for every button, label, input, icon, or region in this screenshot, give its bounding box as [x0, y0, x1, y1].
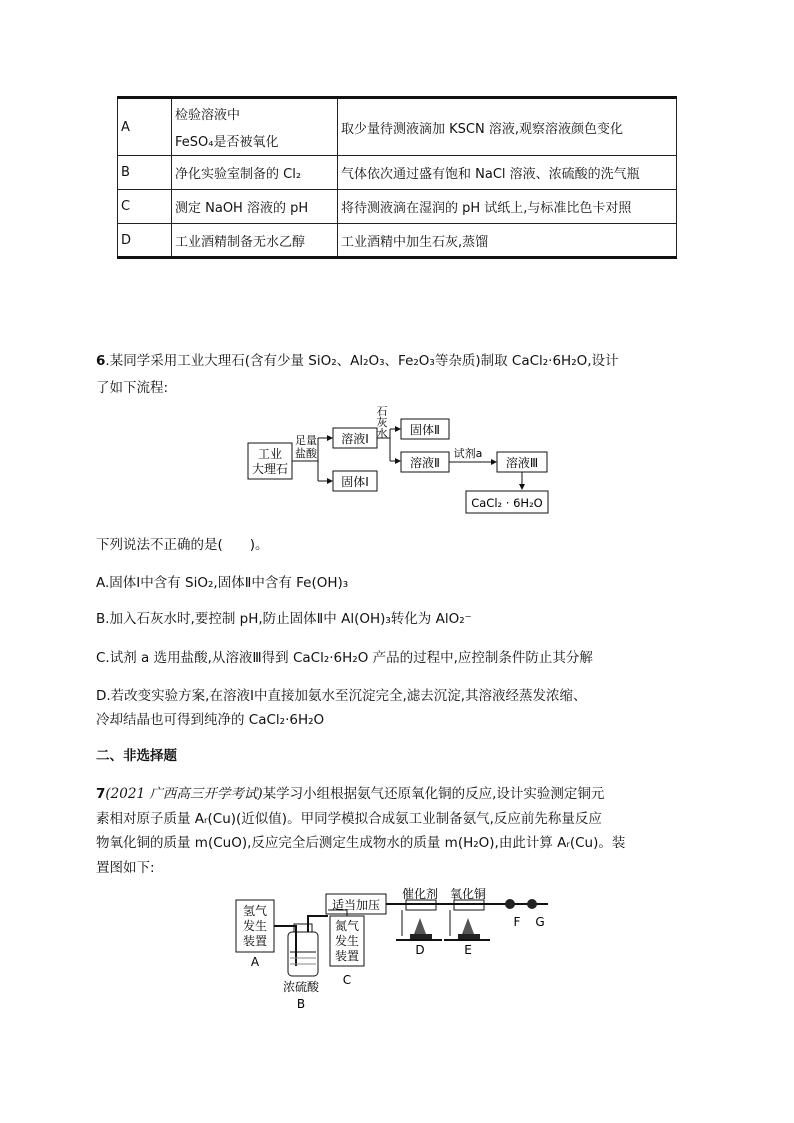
label-d: D: [415, 943, 425, 957]
table-row: [118, 224, 677, 258]
pressure-text: 适当加压: [331, 898, 381, 912]
wash-bottle: [288, 932, 318, 976]
row-method: 工业酒精中加生石灰,蒸馏: [338, 224, 677, 258]
lime-label: 水: [376, 427, 388, 440]
label-a: A: [250, 955, 260, 969]
solid2-text: 固体Ⅱ: [410, 423, 440, 437]
lime-label: 灰: [376, 416, 388, 429]
row-purpose: 测定 NaOH 溶液的 pH: [172, 190, 338, 224]
solution1-text: 溶液Ⅰ: [341, 432, 369, 446]
reagent-label: 盐酸: [295, 447, 317, 460]
burner-d: [414, 918, 426, 934]
solid1-text: 固体Ⅰ: [341, 475, 369, 489]
label-b-name: 浓硫酸: [282, 980, 320, 994]
q6-option-d-line2: 冷却结晶也可得到纯净的 CaCl₂·6H₂O: [96, 712, 325, 728]
options-table: [117, 96, 677, 259]
q7-line3: 物氧化铜的质量 m(CuO),反应完全后测定生成物水的质量 m(H₂O),由此计算 Aᵣ(Cu)。装: [96, 835, 626, 851]
table-row: [118, 156, 677, 190]
q6-stem-text: .某同学采用工业大理石(含有少量 SiO₂、Al₂O₃、Fe₂O₃等杂质)制取 CaCl₂·6H₂O,设计: [105, 353, 619, 369]
row-purpose: 净化实验室制备的 Cl₂: [172, 156, 338, 190]
row-method: 气体依次通过盛有饱和 NaCl 溶液、浓硫酸的洗气瓶: [338, 156, 677, 190]
reagent-label: 足量: [295, 434, 317, 447]
row-purpose: [172, 98, 338, 156]
q6-option-b: B.加入石灰水时,要控制 pH,防止固体Ⅱ中 Al(OH)₃转化为 AlO₂⁻: [96, 611, 472, 627]
label-b: B: [296, 997, 306, 1011]
q7-line1: [96, 782, 604, 802]
product-text: CaCl₂ · 6H₂O: [471, 496, 543, 510]
row-method: 取少量待测液滴加 KSCN 溶液,观察溶液颜色变化: [338, 98, 677, 156]
start-text: 工业: [257, 447, 283, 461]
label-g: G: [535, 915, 545, 929]
row-label: C: [118, 190, 172, 224]
row-label: B: [118, 156, 172, 190]
q6-question: 下列说法不正确的是( )。: [96, 537, 269, 553]
solution3-text: 溶液Ⅲ: [505, 456, 539, 470]
label-c: C: [342, 973, 352, 987]
apparatus-diagram: [230, 886, 560, 1016]
label-e: E: [464, 943, 472, 957]
q7-source: (2021 广西高三开学考试): [105, 786, 263, 802]
q6-option-c: C.试剂 a 选用盐酸,从溶液Ⅲ得到 CaCl₂·6H₂O 产品的过程中,应控制条件防止其分解: [96, 650, 593, 666]
row-label: A: [118, 98, 172, 156]
apparatus-text: 发生: [334, 934, 360, 948]
q6-stem-line2: 了如下流程:: [96, 380, 169, 396]
lime-label: 石: [376, 405, 388, 418]
flowchart-diagram: [240, 405, 560, 517]
q7-text: 某学习小组根据氨气还原氧化铜的反应,设计实验测定铜元: [262, 786, 605, 802]
apparatus-text: 氮气: [334, 919, 360, 933]
drying-tube-g: [527, 899, 537, 909]
drying-tube-f: [505, 899, 515, 909]
purpose-line: FeSO₄是否被氧化: [175, 135, 279, 150]
start-text: 大理石: [251, 462, 289, 476]
section-heading: 二、非选择题: [96, 748, 177, 764]
row-purpose: 工业酒精制备无水乙醇: [172, 224, 338, 258]
solution2-text: 溶液Ⅱ: [410, 456, 440, 470]
row-method: 将待测液滴在湿润的 pH 试纸上,与标准比色卡对照: [338, 190, 677, 224]
apparatus-text: 装置: [334, 949, 360, 963]
q6-stem-line: [96, 349, 619, 369]
row-label: D: [118, 224, 172, 258]
table-row: [118, 190, 677, 224]
apparatus-text: 装置: [242, 934, 268, 948]
q6-option-d-line1: D.若改变实验方案,在溶液Ⅰ中直接加氨水至沉淀完全,滤去沉淀,其溶液经蒸发浓缩、: [96, 688, 587, 704]
label-f: F: [513, 915, 521, 929]
apparatus-text: 发生: [242, 919, 268, 933]
q7-line2: 素相对原子质量 Aᵣ(Cu)(近似值)。甲同学模拟合成氨工业制备氨气,反应前先称量反应: [96, 811, 602, 827]
cuo-label: 氧化铜: [449, 887, 487, 901]
apparatus-text: 氢气: [242, 904, 268, 918]
catalyst-label: 催化剂: [401, 887, 439, 901]
table-row: [118, 98, 677, 156]
q7-line4: 置图如下:: [96, 860, 155, 876]
question-number: 6: [96, 353, 106, 369]
question-number: 7: [96, 786, 106, 802]
q6-option-a: A.固体Ⅰ中含有 SiO₂,固体Ⅱ中含有 Fe(OH)₃: [96, 575, 349, 591]
burner-e: [462, 918, 474, 934]
purpose-line: 检验溶液中: [175, 108, 241, 123]
reagent-a-label: 试剂a: [453, 447, 483, 460]
